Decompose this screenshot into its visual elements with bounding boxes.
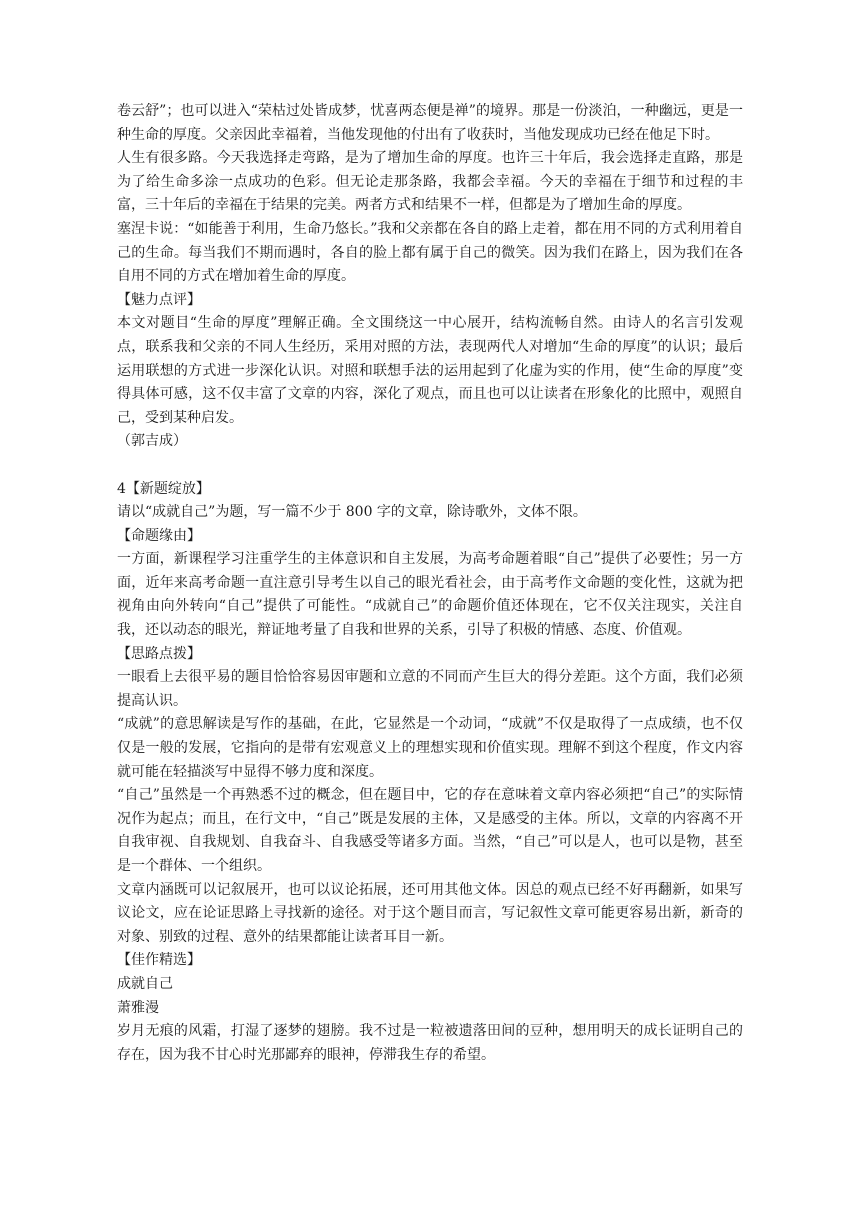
section-heading-selected-work: 【佳作精选】	[117, 952, 201, 969]
document-page	[117, 100, 743, 1067]
essay-author: 萧雅漫	[117, 999, 159, 1016]
essay-paragraph-paths: 人生有很多路。今天我选择走弯路，是为了增加生命的厚度。也许三十年后，我会选择走直路，那是为了给生命多涂一点成功的色彩。但无论走那条路，我都会幸福。今天的幸福在于细节和过程的丰富，三十年后的幸福在于结果的完美。两者方式和结果不一样，但都是为了增加生命的厚度。	[117, 150, 743, 214]
essay-opening-paragraph: 岁月无痕的风霜，打湿了逐梦的翅膀。我不过是一粒被遗落田间的豆种，想用明天的成长证明自己的存在，因为我不甘心时光那鄙弃的眼神，停滞我生存的希望。	[117, 1023, 743, 1063]
topic-prompt: 请以“成就自己”为题，写一篇不少于 800 字的文章，除诗歌外，文体不限。	[117, 504, 587, 521]
approach-paragraph-self: “自己”虽然是一个再熟悉不过的概念，但在题目中，它的存在意味着文章内容必须把“自己”的实际情况作为起点；而且，在行文中，“自己”既是发展的主体，又是感受的主体。所以，文章的内容离不开自我审视、自我规划、自我奋斗、自我感受等诸多方面。当然，“自己”可以是人，也可以是物，甚至是一个群体、一个组织。	[117, 787, 743, 874]
blank-line	[117, 454, 743, 478]
section-heading-topic-origin: 【命题缘由】	[117, 527, 201, 544]
section-heading-approach: 【思路点拨】	[117, 645, 201, 662]
approach-paragraph-achieve: “成就”的意思解读是写作的基础，在此，它显然是一个动词，“成就”不仅是取得了一点成绩，也不仅仅是一般的发展，它指向的是带有宏观意义上的理想实现和价值实现。理解不到这个程度，作文内容就可能在轻描淡写中显得不够力度和深度。	[117, 716, 743, 780]
approach-paragraph-style: 文章内涵既可以记叙展开，也可以议论拓展，还可用其他文体。因总的观点已经不好再翻新，如果写议论文，应在论证思路上寻找新的途径。对于这个题目而言，写记叙性文章可能更容易出新，新奇的对象、别致的过程、意外的结果都能让读者耳目一新。	[117, 881, 743, 945]
commentary-author: （郭吉成）	[117, 433, 187, 450]
commentary-paragraph: 本文对题目“生命的厚度”理解正确。全文围绕这一中心展开，结构流畅自然。由诗人的名言引发观点，联系我和父亲的不同人生经历，采用对照的方法，表现两代人对增加“生命的厚度”的认识；最后运用联想的方式进一步深化认识。对照和联想手法的运用起到了化虚为实的作用，使“生命的厚度”变得具体可感，这不仅丰富了文章的内容，深化了观点，而且也可以让读者在形象化的比照中，观照自己，受到某种启发。	[117, 315, 743, 426]
essay-paragraph-ending: 卷云舒”；也可以进入“荣枯过处皆成梦，忧喜两态便是禅”的境界。那是一份淡泊，一种幽远，更是一种生命的厚度。父亲因此幸福着，当他发现他的付出有了收获时，当他发现成功已经在他足下时。	[117, 103, 743, 143]
approach-paragraph-intro: 一眼看上去很平易的题目恰恰容易因审题和立意的不同而产生巨大的得分差距。这个方面，我们必须提高认识。	[117, 669, 743, 709]
section-heading-commentary: 【魅力点评】	[117, 291, 201, 308]
topic-origin-paragraph: 一方面，新课程学习注重学生的主体意识和自主发展，为高考命题着眼“自己”提供了必要性；另一方面，近年来高考命题一直注意引导考生以自己的眼光看社会，由于高考作文命题的变化性，这就为把视角由向外转向“自己”提供了可能性。“成就自己”的命题价值还体现在，它不仅关注现实，关注自我，还以动态的眼光，辩证地考量了自我和世界的关系，引导了积极的情感、态度、价值观。	[117, 551, 743, 639]
section-heading-new-topic: 4【新题绽放】	[117, 480, 210, 497]
essay-title: 成就自己	[117, 975, 173, 992]
essay-paragraph-seneca: 塞涅卡说：“如能善于利用，生命乃悠长。”我和父亲都在各自的路上走着，都在用不同的方式利用着自己的生命。每当我们不期而遇时，各自的脸上都有属于自己的微笑。因为我们在路上，因为我们在各自用不同的方式在增加着生命的厚度。	[117, 220, 743, 285]
